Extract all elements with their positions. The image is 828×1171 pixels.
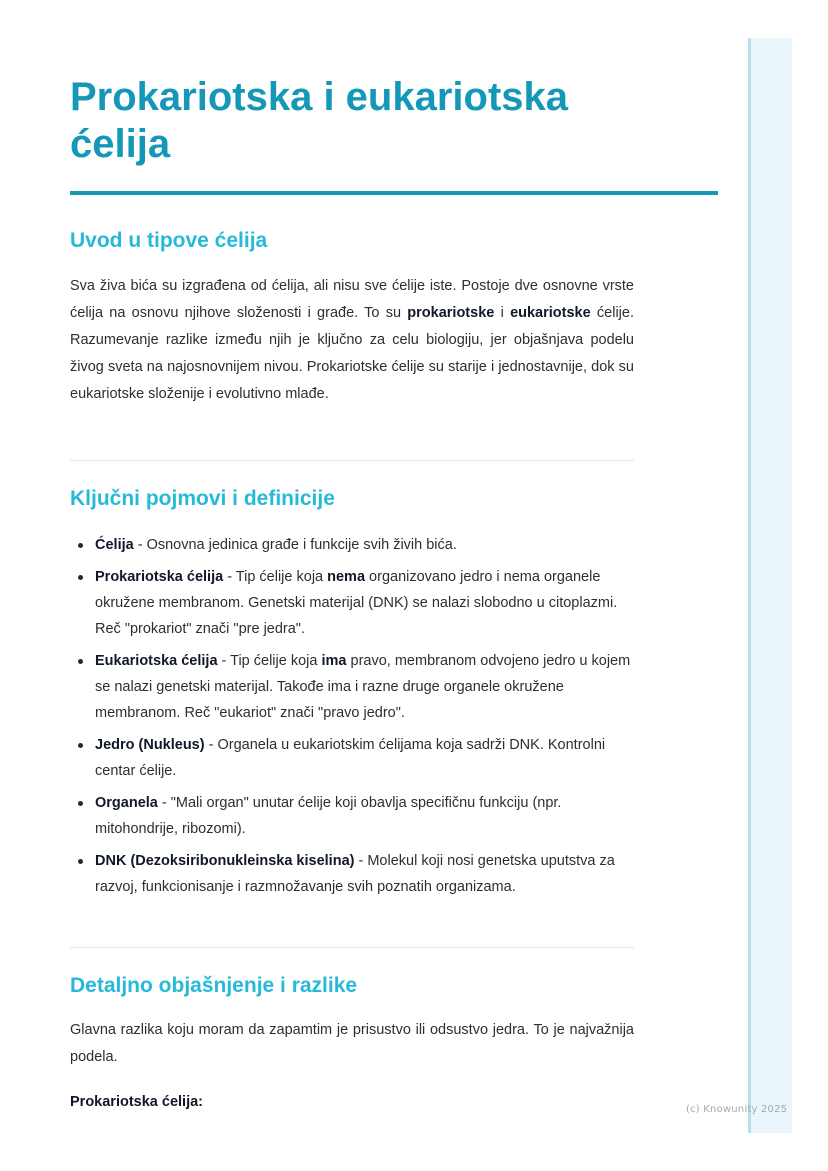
term-text: - Molekul koji nosi genetska uputstva za razvoj, funkcionisanje i razmnožavanje svih poznatih organizama. [95,853,615,895]
term-text: - "Mali organ" unutar ćelije koji obavlja specifičnu funkciju (npr. mitohondrije, ribozomi). [95,795,562,837]
term-text: - Organela u eukariotskim ćelijama koja sadrži DNK. Kontrolni centar ćelije. [95,737,606,779]
term-text: - Tip ćelije koja [217,653,322,669]
term-label: Prokariotska ćelija [95,569,224,585]
side-strip [748,38,792,1133]
term-text: - Osnovna jedinica građe i funkcije svih živih bića. [133,537,457,553]
term-label: DNK (Dezoksiribonukleinska kiselina) [95,853,355,869]
watermark: (c) Knowunity 2025 [686,1104,788,1115]
list-item [70,648,634,726]
term-label: Eukariotska ćelija [95,653,218,669]
list-item [70,732,634,784]
list-item [70,848,634,900]
term-emphasis: ima [321,653,347,669]
term-text: - Tip ćelije koja [223,569,328,585]
section-heading-intro: Uvod u tipove ćelija [70,229,268,252]
intro-paragraph [70,273,634,408]
terms-list [70,532,634,906]
list-item [70,564,634,642]
title-rule [70,191,718,195]
page-title: Prokariotska i eukariotska ćelija [70,75,569,166]
intro-text-2: i [494,305,511,321]
list-item [70,532,634,558]
intro-text-3: ćelije. Razumevanje razlike između njih je ključno za celu biologiju, jer objašnjava podelu živog sveta na najosnovnijem nivou. Prokariotske ćelije su starije i jednostavnije, dok su eukariotske složenije i evolutivno mlađe. [70,305,634,402]
details-paragraph: Glavna razlika koju moram da zapamtim je prisustvo ili odsustvo jedra. To je najvažnija podela. [70,1022,634,1065]
list-item [70,790,634,842]
section-heading-details: Detaljno objašnjenje i razlike [70,974,358,997]
subheading-prokaryotic: Prokariotska ćelija: [70,1094,203,1110]
intro-bold-1: prokariotske [407,305,495,321]
term-emphasis: nema [327,569,366,585]
term-text: organizovano jedro i nema organele okružene membranom. Genetski materijal (DNK) se nalazi slobodno u citoplazmi. Reč "prokariot" znači "pre jedra". [95,569,618,637]
divider-2 [70,947,634,948]
term-label: Jedro (Nukleus) [95,737,205,753]
term-text: pravo, membranom odvojeno jedro u kojem se nalazi genetski materijal. Takođe ima i razne druge organele okružene membranom. Reč "eukariot" znači "pravo jedro". [95,653,631,721]
intro-text-1: Sva živa bića su izgrađena od ćelija, ali nisu sve ćelije iste. Postoje dve osnovne vrste ćelija na osnovu njihove složenosti i građe. To su [70,278,634,321]
divider-1 [70,460,634,461]
term-label: Organela [95,795,158,811]
section-heading-terms: Ključni pojmovi i definicije [70,487,335,510]
term-label: Ćelija [95,537,134,553]
intro-bold-2: eukariotske [510,305,591,321]
